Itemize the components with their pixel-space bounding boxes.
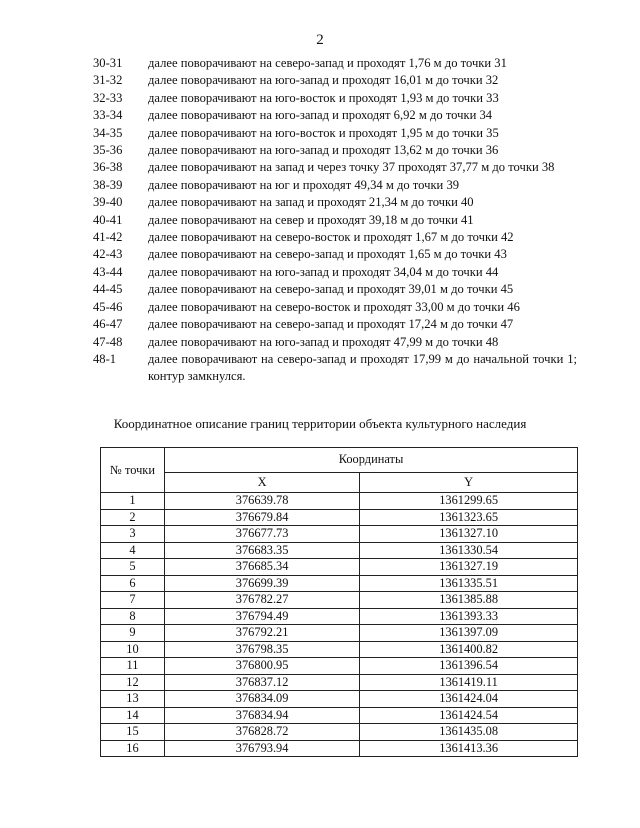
table-row xyxy=(101,691,578,708)
segment-line xyxy=(93,55,577,72)
table-row xyxy=(101,641,578,658)
x-coordinate-cell: 376828.72 xyxy=(165,724,360,741)
segment-id: 32-33 xyxy=(93,90,123,105)
segment-line xyxy=(93,334,577,351)
point-number-cell: 6 xyxy=(101,575,165,592)
y-coordinate-cell: 1361299.65 xyxy=(360,493,578,510)
x-coordinate-cell: 376677.73 xyxy=(165,526,360,543)
segment-line xyxy=(93,299,577,316)
table-row xyxy=(101,740,578,757)
segment-line xyxy=(93,229,577,246)
point-number-cell: 5 xyxy=(101,559,165,576)
segment-line xyxy=(93,264,577,281)
segment-id: 34-35 xyxy=(93,125,123,140)
segment-text: далее поворачивают на северо-запад и проходят 1,65 м до точки 43 xyxy=(148,247,507,262)
segment-text: далее поворачивают на северо-восток и проходят 1,67 м до точки 42 xyxy=(148,230,514,245)
y-coordinate-cell: 1361393.33 xyxy=(360,608,578,625)
segment-line xyxy=(93,72,577,89)
x-coordinate-cell: 376699.39 xyxy=(165,575,360,592)
point-number-cell: 2 xyxy=(101,509,165,526)
x-coordinate-cell: 376683.35 xyxy=(165,542,360,559)
table-row xyxy=(101,608,578,625)
segment-line xyxy=(93,107,577,124)
y-coordinate-cell: 1361419.11 xyxy=(360,674,578,691)
point-number-cell: 1 xyxy=(101,493,165,510)
x-coordinate-cell: 376679.84 xyxy=(165,509,360,526)
y-coordinate-cell: 1361330.54 xyxy=(360,542,578,559)
segment-text: далее поворачивают на юго-восток и проходят 1,93 м до точки 33 xyxy=(148,90,499,105)
segment-line xyxy=(93,125,577,142)
segment-line xyxy=(93,194,577,211)
segment-text: далее поворачивают на северо-запад и проходят 17,99 м до начальной точки 1; контур замкнулся. xyxy=(148,351,577,384)
y-coordinate-cell: 1361323.65 xyxy=(360,509,578,526)
point-number-cell: 13 xyxy=(101,691,165,708)
segment-id: 33-34 xyxy=(93,108,123,123)
segment-text: далее поворачивают на северо-восток и проходят 33,00 м до точки 46 xyxy=(148,299,520,314)
segment-id: 35-36 xyxy=(93,143,123,158)
segment-text: далее поворачивают на юго-запад и проходят 6,92 м до точки 34 xyxy=(148,108,493,123)
segment-id: 38-39 xyxy=(93,177,123,192)
header-y: Y xyxy=(360,472,578,492)
segment-line xyxy=(93,316,577,333)
point-number-cell: 14 xyxy=(101,707,165,724)
x-coordinate-cell: 376793.94 xyxy=(165,740,360,757)
section-title: Координатное описание границ территории объекта культурного наследия xyxy=(113,416,527,431)
segment-id: 36-38 xyxy=(93,160,123,175)
segment-id: 30-31 xyxy=(93,56,123,70)
segment-id: 39-40 xyxy=(93,195,123,210)
point-number-cell: 11 xyxy=(101,658,165,675)
segment-text: далее поворачивают на юго-запад и проходят 47,99 м до точки 48 xyxy=(148,334,499,349)
segment-text: далее поворачивают на юг и проходят 49,34 м до точки 39 xyxy=(148,177,460,192)
x-coordinate-cell: 376834.94 xyxy=(165,707,360,724)
segment-line xyxy=(93,281,577,298)
segment-line xyxy=(93,142,577,159)
segment-id: 40-41 xyxy=(93,212,123,227)
segment-text: далее поворачивают на юго-восток и проходят 1,95 м до точки 35 xyxy=(148,125,499,140)
segment-text: далее поворачивают на северо-запад и проходят 17,24 м до точки 47 xyxy=(148,317,514,332)
y-coordinate-cell: 1361413.36 xyxy=(360,740,578,757)
y-coordinate-cell: 1361335.51 xyxy=(360,575,578,592)
point-number-cell: 10 xyxy=(101,641,165,658)
point-number-cell: 4 xyxy=(101,542,165,559)
y-coordinate-cell: 1361424.54 xyxy=(360,707,578,724)
page-number: 2 xyxy=(316,32,324,48)
table-row xyxy=(101,575,578,592)
segment-line xyxy=(93,159,577,176)
y-coordinate-cell: 1361327.19 xyxy=(360,559,578,576)
y-coordinate-cell: 1361396.54 xyxy=(360,658,578,675)
segment-text: далее поворачивают на юго-запад и проходят 13,62 м до точки 36 xyxy=(148,143,499,158)
x-coordinate-cell: 376685.34 xyxy=(165,559,360,576)
table-row xyxy=(101,674,578,691)
y-coordinate-cell: 1361397.09 xyxy=(360,625,578,642)
x-coordinate-cell: 376800.95 xyxy=(165,658,360,675)
segment-id: 45-46 xyxy=(93,299,123,314)
boundary-description-list xyxy=(93,55,577,386)
segment-text: далее поворачивают на юго-запад и проходят 34,04 м до точки 44 xyxy=(148,264,499,279)
segment-text: далее поворачивают на северо-запад и проходят 39,01 м до точки 45 xyxy=(148,282,514,297)
y-coordinate-cell: 1361400.82 xyxy=(360,641,578,658)
y-coordinate-cell: 1361435.08 xyxy=(360,724,578,741)
segment-id: 48-1 xyxy=(93,351,117,366)
x-coordinate-cell: 376834.09 xyxy=(165,691,360,708)
x-coordinate-cell: 376837.12 xyxy=(165,674,360,691)
table-row xyxy=(101,592,578,609)
point-number-cell: 15 xyxy=(101,724,165,741)
point-number-cell: 3 xyxy=(101,526,165,543)
segment-text: далее поворачивают на запад и через точку 37 проходят 37,77 м до точки 38 xyxy=(148,160,555,175)
table-row xyxy=(101,658,578,675)
x-coordinate-cell: 376792.21 xyxy=(165,625,360,642)
y-coordinate-cell: 1361327.10 xyxy=(360,526,578,543)
segment-id: 31-32 xyxy=(93,73,123,88)
x-coordinate-cell: 376639.78 xyxy=(165,493,360,510)
header-coordinates: Координаты xyxy=(165,448,578,473)
segment-line xyxy=(93,212,577,229)
y-coordinate-cell: 1361424.04 xyxy=(360,691,578,708)
segment-line xyxy=(93,351,577,386)
x-coordinate-cell: 376798.35 xyxy=(165,641,360,658)
segment-id: 42-43 xyxy=(93,247,123,262)
point-number-cell: 8 xyxy=(101,608,165,625)
segment-line xyxy=(93,90,577,107)
table-row xyxy=(101,493,578,510)
segment-id: 44-45 xyxy=(93,282,123,297)
segment-line xyxy=(93,246,577,263)
coordinates-table xyxy=(100,447,578,757)
table-row xyxy=(101,625,578,642)
table-row xyxy=(101,559,578,576)
segment-text: далее поворачивают на север и проходят 39,18 м до точки 41 xyxy=(148,212,474,227)
point-number-cell: 9 xyxy=(101,625,165,642)
point-number-cell: 16 xyxy=(101,740,165,757)
point-number-cell: 7 xyxy=(101,592,165,609)
segment-id: 41-42 xyxy=(93,230,123,245)
segment-id: 43-44 xyxy=(93,264,123,279)
segment-id: 46-47 xyxy=(93,317,123,332)
segment-line xyxy=(93,177,577,194)
header-point-number: № точки xyxy=(101,448,165,493)
x-coordinate-cell: 376782.27 xyxy=(165,592,360,609)
table-row xyxy=(101,542,578,559)
segment-text: далее поворачивают на юго-запад и проходят 16,01 м до точки 32 xyxy=(148,73,499,88)
table-row xyxy=(101,724,578,741)
segment-text: далее поворачивают на северо-запад и проходят 1,76 м до точки 31 xyxy=(148,56,507,70)
segment-id: 47-48 xyxy=(93,334,123,349)
point-number-cell: 12 xyxy=(101,674,165,691)
x-coordinate-cell: 376794.49 xyxy=(165,608,360,625)
y-coordinate-cell: 1361385.88 xyxy=(360,592,578,609)
table-row xyxy=(101,526,578,543)
header-x: X xyxy=(165,472,360,492)
table-row xyxy=(101,707,578,724)
segment-text: далее поворачивают на запад и проходят 21,34 м до точки 40 xyxy=(148,195,474,210)
table-row xyxy=(101,509,578,526)
